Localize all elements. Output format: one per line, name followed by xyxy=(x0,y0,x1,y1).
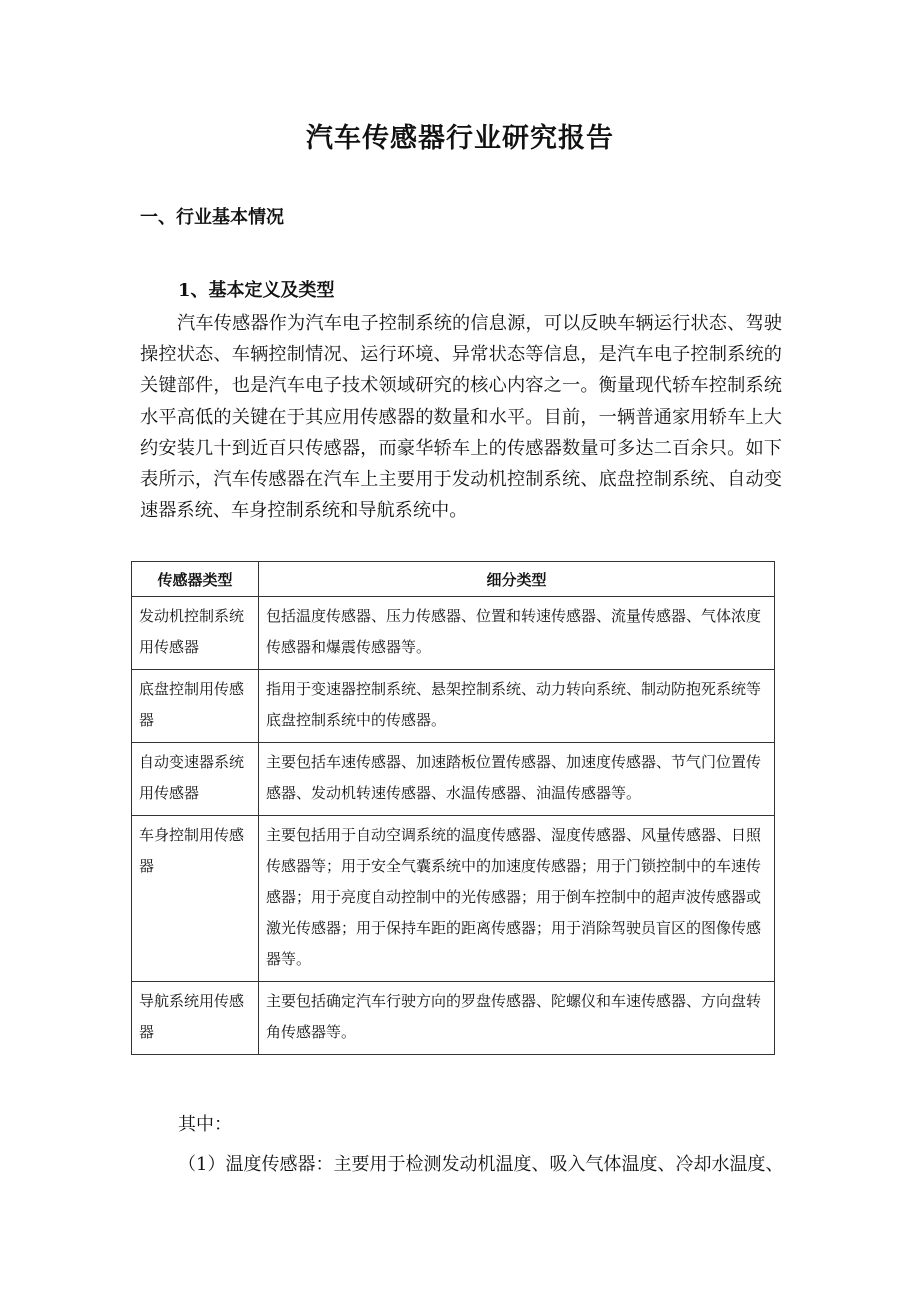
document-title: 汽车传感器行业研究报告 xyxy=(306,123,614,154)
table-cell-type: 自动变速器系统用传感器 xyxy=(132,743,259,816)
table-row xyxy=(132,816,775,982)
table-header-row xyxy=(132,562,775,597)
table-cell-detail: 包括温度传感器、压力传感器、位置和转速传感器、流量传感器、气体浓度传感器和爆震传感器等。 xyxy=(259,597,775,670)
section-heading: 一、行业基本情况 xyxy=(140,207,284,228)
intro-paragraph: 汽车传感器作为汽车电子控制系统的信息源，可以反映车辆运行状态、驾驶操控状态、车辆控制情况、运行环境、异常状态等信息，是汽车电子控制系统的关键部件，也是汽车电子技术领域研究的核心内容之一。衡量现代轿车控制系统水平高低的关键在于其应用传感器的数量和水平。目前，一辆普通家用轿车上大约安装几十到近百只传感器，而豪华轿车上的传感器数量可多达二百余只。如下表所示，汽车传感器在汽车上主要用于发动机控制系统、底盘控制系统、自动变速器系统、车身控制系统和导航系统中。 xyxy=(140,313,782,522)
table-cell-detail: 指用于变速器控制系统、悬架控制系统、动力转向系统、制动防抱死系统等底盘控制系统中的传感器。 xyxy=(259,670,775,743)
table-header-detail: 细分类型 xyxy=(259,562,775,597)
table-row xyxy=(132,670,775,743)
table-cell-detail: 主要包括确定汽车行驶方向的罗盘传感器、陀螺仪和车速传感器、方向盘转角传感器等。 xyxy=(259,982,775,1055)
table-row xyxy=(132,597,775,670)
temperature-sensor-item: （1）温度传感器：主要用于检测发动机温度、吸入气体温度、冷却水温度、 xyxy=(178,1154,784,1175)
table-cell-type: 底盘控制用传感器 xyxy=(132,670,259,743)
after-table-text: 其中： xyxy=(178,1114,232,1135)
table-header-type: 传感器类型 xyxy=(132,562,259,597)
table-cell-type: 发动机控制系统用传感器 xyxy=(132,597,259,670)
table-row xyxy=(132,982,775,1055)
sensor-type-table xyxy=(131,561,775,1055)
table-row xyxy=(132,743,775,816)
subsection-heading: 1、基本定义及类型 xyxy=(178,280,335,301)
table-cell-detail: 主要包括用于自动空调系统的温度传感器、湿度传感器、风量传感器、日照传感器等；用于安全气囊系统中的加速度传感器；用于门锁控制中的车速传感器；用于亮度自动控制中的光传感器；用于倒车控制中的超声波传感器或激光传感器；用于保持车距的距离传感器；用于消除驾驶员盲区的图像传感器等。 xyxy=(259,816,775,982)
table-cell-type: 车身控制用传感器 xyxy=(132,816,259,982)
table-cell-detail: 主要包括车速传感器、加速踏板位置传感器、加速度传感器、节气门位置传感器、发动机转速传感器、水温传感器、油温传感器等。 xyxy=(259,743,775,816)
table-cell-type: 导航系统用传感器 xyxy=(132,982,259,1055)
